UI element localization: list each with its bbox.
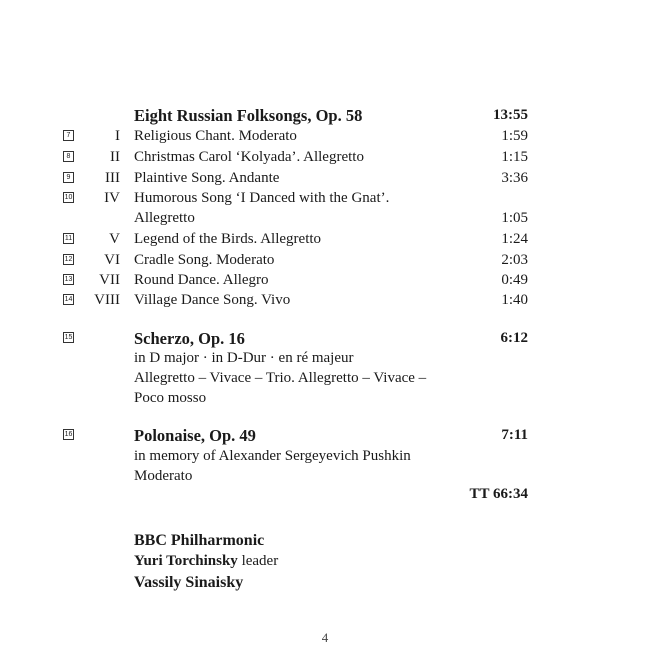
movement-numeral: V [109,231,120,247]
work-title: Scherzo, Op. 16 [134,329,245,348]
track-row [0,168,650,189]
work-heading-folksongs [0,105,650,126]
performer-credits [134,530,278,593]
work-duration: 13:55 [493,107,528,123]
track-number-box: 12 [64,256,73,263]
movement-duration: 1:05 [501,210,528,226]
track-number-box: 7 [63,130,74,141]
movement-duration: 1:24 [501,231,528,247]
work-detail-line [0,388,650,409]
leader-line [134,551,278,572]
work-duration: 7:11 [501,427,528,443]
movement-title: Plaintive Song. Andante [134,170,280,186]
track-row [0,188,650,209]
track-row [0,126,650,147]
track-row [0,250,650,271]
movement-duration: 1:59 [501,128,528,144]
movement-title: Cradle Song. Moderato [134,252,275,268]
movement-title: Legend of the Birds. Allegretto [134,231,322,247]
track-row [0,270,650,291]
movement-duration: 2:03 [501,252,528,268]
track-number-box: 11 [64,235,73,242]
movement-title: Christmas Carol ‘Kolyada’. Allegretto [134,149,364,165]
work-tempo: Allegretto – Vivace – Trio. Allegretto – Vivace – [134,370,427,386]
movement-title: Village Dance Song. Vivo [134,292,291,308]
movement-duration: 1:40 [501,292,528,308]
movement-numeral: VIII [94,292,120,308]
track-number-box: 8 [63,151,74,162]
track-number-box: 9 [63,172,74,183]
work-detail-line [0,466,650,487]
work-title: Polonaise, Op. 49 [134,426,256,445]
conductor-name: Vassily Sinaisky [134,574,244,591]
work-heading-polonaise [0,425,650,446]
track-number-box: 14 [64,296,73,303]
movement-numeral: IV [104,190,120,206]
track-row [0,147,650,168]
movement-title-continued: Allegretto [134,210,195,226]
work-title: Eight Russian Folksongs, Op. 58 [134,106,363,125]
orchestra-name: BBC Philharmonic [134,532,265,549]
work-tempo-continued: Poco mosso [134,390,207,406]
movement-numeral: III [105,170,120,186]
work-heading-scherzo [0,328,650,349]
work-detail-line [0,446,650,467]
movement-numeral: I [115,128,120,144]
total-time: TT 66:34 [469,486,528,502]
work-duration: 6:12 [500,330,528,346]
track-row [0,229,650,250]
page-number: 4 [321,630,329,645]
movement-numeral: VII [99,272,120,288]
movement-duration: 0:49 [501,272,528,288]
work-detail-line [0,368,650,389]
leader-name: Yuri Torchinsky [134,553,238,569]
work-key: in D major · in D-Dur · en ré majeur [134,350,354,366]
work-tempo: Moderato [134,468,193,484]
track-number-box: 15 [64,334,73,341]
movement-numeral: VI [104,252,120,268]
movement-title: Round Dance. Allegro [134,272,269,288]
track-number-box: 13 [64,276,73,283]
movement-duration: 3:36 [501,170,528,186]
leader-role: leader [241,553,279,569]
movement-numeral: II [110,149,120,165]
track-row-continued [0,208,650,229]
track-row [0,290,650,311]
work-dedication: in memory of Alexander Sergeyevich Pushkin [134,448,411,464]
movement-title: Humorous Song ‘I Danced with the Gnat’. [134,190,390,206]
track-number-box: 16 [64,431,73,438]
work-detail-line [0,348,650,369]
movement-title: Religious Chant. Moderato [134,128,297,144]
track-number-box: 10 [64,194,73,201]
movement-duration: 1:15 [501,149,528,165]
